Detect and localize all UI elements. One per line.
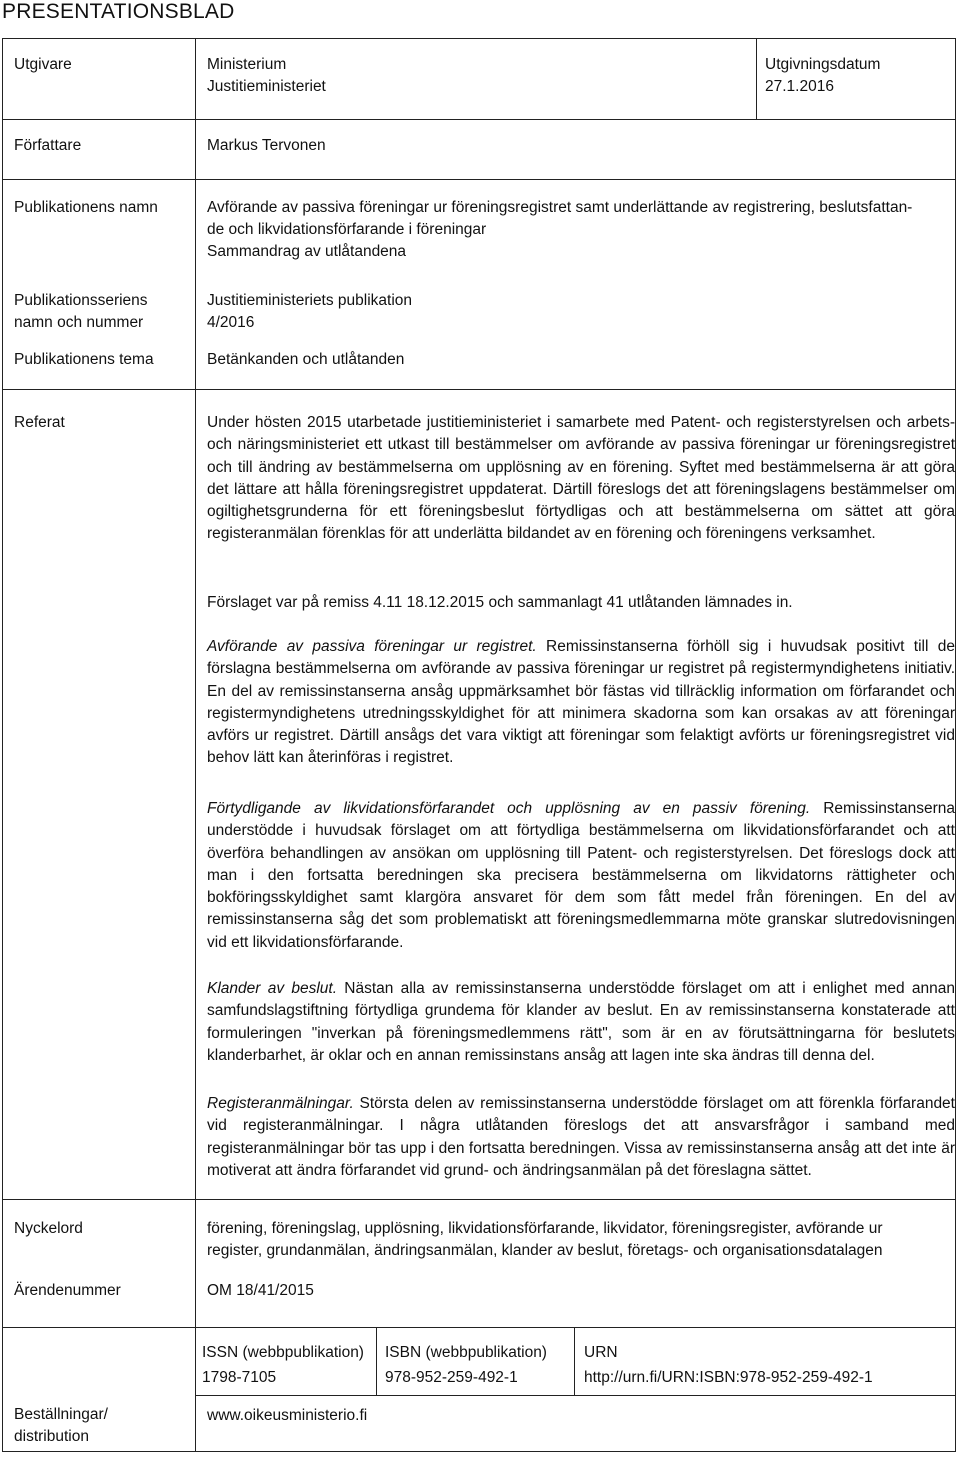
orders-link[interactable]: www.oikeusministerio.fi (207, 1407, 368, 1424)
page-title: PRESENTATIONSBLAD (2, 0, 235, 23)
author-value: Markus Tervonen (207, 137, 326, 154)
referat-label: Referat (14, 414, 65, 431)
column-divider (195, 38, 196, 1452)
case-value: OM 18/41/2015 (207, 1282, 314, 1299)
referat-paragraph-2 (207, 592, 955, 614)
referat-paragraph-1 (207, 412, 955, 546)
referat-paragraph-6 (207, 1093, 955, 1182)
series-value-line-1: Justitieministeriets publikation (207, 292, 413, 309)
section-text: Största delen av remissinstanserna understödde förslaget om att förenkla förfarandet vid registeranmälningar. I några utlåtanden föreslogs det att ansvarsfrågor i samband med registeranmälningar bör tas upp i den fortsatta beredningen. Vissa av remissinstanserna ansåg att det inte är motiverat att ändra förfarandet vid grund- och ändringsanmälan på det föreslagna sättet. (207, 1095, 955, 1179)
row-divider (2, 389, 956, 390)
keywords-label: Nyckelord (14, 1220, 83, 1237)
section-heading: Avförande av passiva föreningar ur registret. (207, 638, 537, 655)
series-label-line-2: namn och nummer (14, 314, 144, 331)
case-label: Ärendenummer (14, 1282, 121, 1299)
row-divider (195, 1395, 956, 1396)
theme-label: Publikationens tema (14, 351, 154, 368)
section-heading: Förtydligande av likvidationsförfarandet och upplösning av en passiv förening. (207, 800, 811, 817)
pubname-line-1: Avförande av passiva föreningar ur föreningsregistret samt underlättande av registrering, beslutsfattan- (207, 199, 913, 216)
column-divider (376, 1327, 377, 1395)
row-divider (2, 1199, 956, 1200)
referat-text-1: Under hösten 2015 utarbetade justitieministeriet i samarbete med Patent- och registerstyrelsen och arbets- och näringsministeriet ett utkast till bestämmelser om avförande av passiva föreningar ur föreningsregistret och till ändring av bestämmelserna om upplösning av en förening. Syftet med bestämmelserna är att göra det lättare att hålla föreningsregistret uppdaterat. Därtill föreslogs det att föreningslagens bestämmelser om ogiltighetsgrunderna för ett föreningsbeslut förtydligas och att bestämmelserna om sättet att göra registeranmälan förenklas för att underlätta bildandet av en förening och föreningens verksamhet. (207, 414, 955, 543)
pubname-line-3: Sammandrag av utlåtandena (207, 243, 407, 260)
section-heading: Registeranmälningar. (207, 1095, 354, 1112)
date-label: Utgivningsdatum (765, 56, 881, 73)
section-text: Remissinstanserna förhöll sig i huvudsak positivt till de förslagna bestämmelserna om avförande av passiva föreningar ur registret på registermyndighetens initiativ. En del av remissinstanserna ansåg uppmärksamhet bör fästas vid tillräcklig information om förfarandet och registermyndighetens utredningsskyldighet för att minimera skadorna som kan orsakas av att föreningar avförs ur registret. Därtill ansågs det vara viktigt att föreningar som felaktigt avförts ur föreningsregistret vid behov lätt kan återinföras i registret. (207, 638, 955, 767)
issn-value: 1798-7105 (202, 1369, 277, 1386)
column-divider (574, 1327, 575, 1395)
referat-paragraph-5 (207, 978, 955, 1067)
keywords-line-1: förening, föreningslag, upplösning, likvidationsförfarande, likvidator, föreningsregister, avförande ur (207, 1220, 883, 1237)
row-divider (2, 1327, 956, 1328)
pubname-line-2: de och likvidationsförfarande i föreningar (207, 221, 487, 238)
author-label: Författare (14, 137, 82, 154)
section-text: Remissinstanserna understödde i huvudsak förslaget om att förtydliga bestämmelserna om likvidationsförfarandet och att överföra behandlingen av ansökan om upplösning till Patent- och registerstyrelsen. Det föreslogs dock att man i den fortsatta beredningen ska precisera bestämmelserna om likvidatorns rättigheter och bokföringsskyldighet samt klargöra ansvaret för dem som fått medel från föreningen. En del av remissinstanserna såg det som problematiskt att föreningsmedlemmarna möte granskar slutredovisningen vid ett likvidationsförfarande. (207, 800, 955, 951)
keywords-line-2: register, grundanmälan, ändringsanmälan, klander av beslut, företags- och organisationsdatalagen (207, 1242, 883, 1259)
referat-paragraph-3 (207, 636, 955, 770)
issn-label: ISSN (webbpublikation) (202, 1344, 364, 1361)
column-divider (756, 38, 757, 119)
publisher-label: Utgivare (14, 56, 72, 73)
row-divider (2, 119, 956, 120)
orders-label-line-1: Beställningar/ (14, 1406, 108, 1423)
orders-label-line-2: distribution (14, 1428, 89, 1445)
publisher-line-2: Justitieministeriet (207, 78, 326, 95)
referat-text-2: Förslaget var på remiss 4.11 18.12.2015 och sammanlagt 41 utlåtanden lämnades in. (207, 594, 793, 611)
series-value-line-2: 4/2016 (207, 314, 255, 331)
pubname-label: Publikationens namn (14, 199, 158, 216)
series-label-line-1: Publikationsseriens (14, 292, 148, 309)
urn-value[interactable]: http://urn.fi/URN:ISBN:978-952-259-492-1 (584, 1369, 873, 1386)
date-value: 27.1.2016 (765, 78, 834, 95)
isbn-label: ISBN (webbpublikation) (385, 1344, 547, 1361)
urn-label: URN (584, 1344, 618, 1361)
theme-value: Betänkanden och utlåtanden (207, 351, 405, 368)
row-divider (2, 179, 956, 180)
isbn-value: 978-952-259-492-1 (385, 1369, 518, 1386)
section-heading: Klander av beslut. (207, 980, 337, 997)
referat-paragraph-4 (207, 798, 955, 954)
publisher-line-1: Ministerium (207, 56, 287, 73)
section-text: Nästan alla av remissinstanserna understödde förslaget om att i enlighet med annan samfundslagstiftning förtydliga grundema för klander av beslut. En av remissinstanserna konstaterade att formuleringen "inverkan på föreningsmedlemmens rätt", som är en av förutsättningarna för beslutets klanderbarhet, är oklar och en annan remissinstans ansåg att lagen inte ska ändras till denna del. (207, 980, 955, 1064)
